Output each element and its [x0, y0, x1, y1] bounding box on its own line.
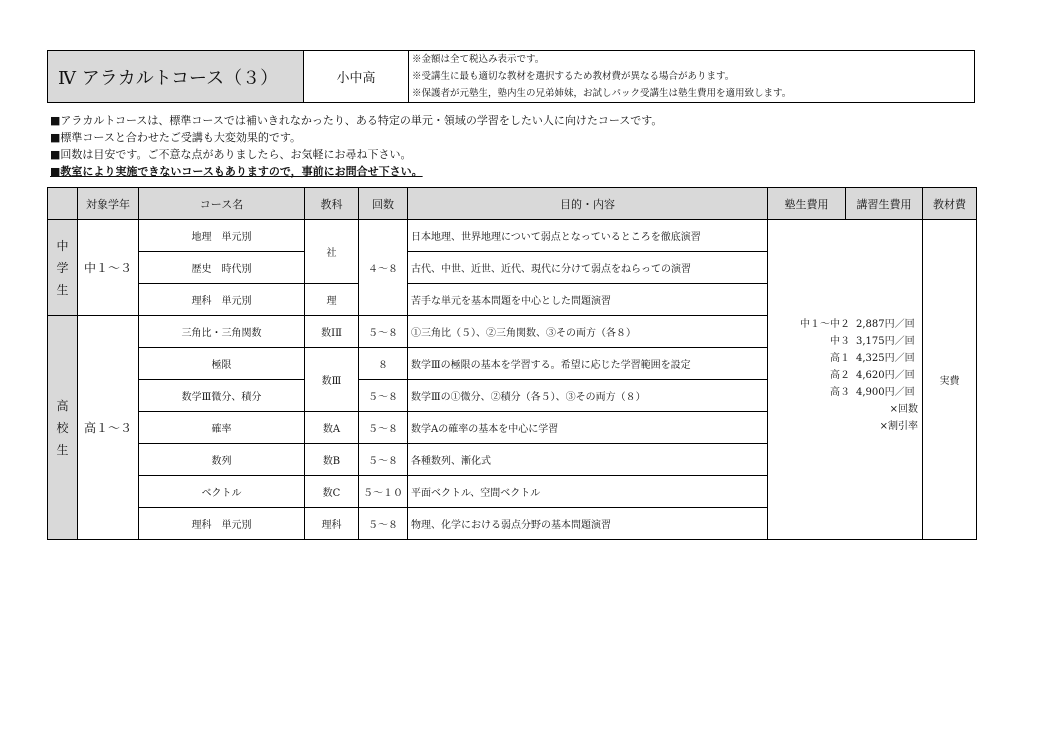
course-name: 極限: [139, 348, 305, 380]
note-line: ※保護者が元塾生，塾内生の兄弟姉妹，お試しパック受講生は塾生費用を適用致します。: [412, 88, 792, 99]
header-cell: 教材費: [923, 188, 977, 220]
grade-cell: 中１～３: [78, 220, 139, 316]
price-notes: [409, 51, 974, 102]
count-cell: ５～１０: [359, 476, 408, 508]
fee-cell: [768, 220, 923, 540]
material-cost: 実費: [923, 220, 977, 540]
bullet-line: ■回数は目安です。ご不意な点がありましたら、お気軽にお尋ね下さい。: [50, 148, 412, 161]
content-cell: ①三角比（５）、②三角関数、③その両方（各８）: [408, 316, 768, 348]
count-cell: ５～８: [359, 444, 408, 476]
fee-row: 高１ 4,325円／回: [830, 353, 915, 364]
fee-row: 高３ 4,900円／回: [830, 387, 915, 398]
course-header: [47, 50, 975, 103]
table-header-row: [48, 188, 977, 220]
course-name: 三角比・三角関数: [139, 316, 305, 348]
course-name: ベクトル: [139, 476, 305, 508]
count-cell: ５～８: [359, 380, 408, 412]
target-level: 小中高: [304, 51, 409, 102]
header-cell: 教科: [305, 188, 359, 220]
bullet-line: ■アラカルトコースは、標準コースでは補いきれなかったり、ある特定の単元・領域の学習をしたい人に向けたコースです。: [50, 114, 663, 127]
course-name: 数学Ⅲ微分、積分: [139, 380, 305, 412]
bullet-line: ■標準コースと合わせたご受講も大変効果的です。: [50, 131, 301, 144]
fee-row: 中３ 3,175円／回: [830, 336, 915, 347]
count-cell: ５～８: [359, 508, 408, 540]
course-name: 数列: [139, 444, 305, 476]
bullet-line-emphasis: ■教室により実施できないコースもありますので，事前にお問合せ下さい。: [50, 165, 423, 178]
count-cell: ８: [359, 348, 408, 380]
course-name: 確率: [139, 412, 305, 444]
note-line: ※受講生に最も適切な教材を選択するため教材費が異なる場合があります。: [412, 71, 735, 82]
header-cell: コース名: [139, 188, 305, 220]
content-cell: 数学Aの確率の基本を中心に学習: [408, 412, 768, 444]
fee-note: ×割引率: [879, 421, 918, 432]
fee-row: 高２ 4,620円／回: [830, 370, 915, 381]
header-cell: 対象学年: [78, 188, 139, 220]
content-cell: 平面ベクトル、空間ベクトル: [408, 476, 768, 508]
table-row: [48, 220, 977, 252]
course-name: 地理 単元別: [139, 220, 305, 252]
subject-cell: 数A: [305, 412, 359, 444]
content-cell: 古代、中世、近世、近代、現代に分けて弱点をねらっての演習: [408, 252, 768, 284]
header-cell: 回数: [359, 188, 408, 220]
header-cell: 塾生費用: [768, 188, 846, 220]
subject-cell: 理科: [305, 508, 359, 540]
header-cell: 目的・内容: [408, 188, 768, 220]
subject-cell: 数ⅠⅡ: [305, 316, 359, 348]
content-cell: 苦手な単元を基本問題を中心とした問題演習: [408, 284, 768, 316]
course-name: 歴史 時代別: [139, 252, 305, 284]
content-cell: 日本地理、世界地理について弱点となっているところを徹底演習: [408, 220, 768, 252]
subject-cell: 理: [305, 284, 359, 316]
section-label-high: 高校生: [48, 316, 78, 540]
subject-cell: 数C: [305, 476, 359, 508]
subject-cell: 社: [305, 220, 359, 284]
page-title: Ⅳ アラカルトコース（３）: [48, 51, 304, 102]
note-line: ※金額は全て税込み表示です。: [412, 54, 545, 65]
grade-cell: 高１～３: [78, 316, 139, 540]
content-cell: 数学Ⅲの①微分、②積分（各５）、③その両方（８）: [408, 380, 768, 412]
course-name: 理科 単元別: [139, 284, 305, 316]
subject-cell: 数Ⅲ: [305, 348, 359, 412]
fee-note: ×回数: [889, 404, 918, 415]
content-cell: 各種数列、漸化式: [408, 444, 768, 476]
intro-bullets: [50, 112, 662, 180]
count-cell: ４～８: [359, 220, 408, 316]
count-cell: ５～８: [359, 316, 408, 348]
content-cell: 数学Ⅲの極限の基本を学習する。希望に応じた学習範囲を設定: [408, 348, 768, 380]
content-cell: 物理、化学における弱点分野の基本問題演習: [408, 508, 768, 540]
course-name: 理科 単元別: [139, 508, 305, 540]
subject-cell: 数B: [305, 444, 359, 476]
course-table: [47, 187, 977, 540]
header-cell: [48, 188, 78, 220]
fee-row: 中１～中２ 2,887円／回: [800, 319, 915, 330]
header-cell: 講習生費用: [846, 188, 923, 220]
count-cell: ５～８: [359, 412, 408, 444]
section-label-junior: 中学生: [48, 220, 78, 316]
